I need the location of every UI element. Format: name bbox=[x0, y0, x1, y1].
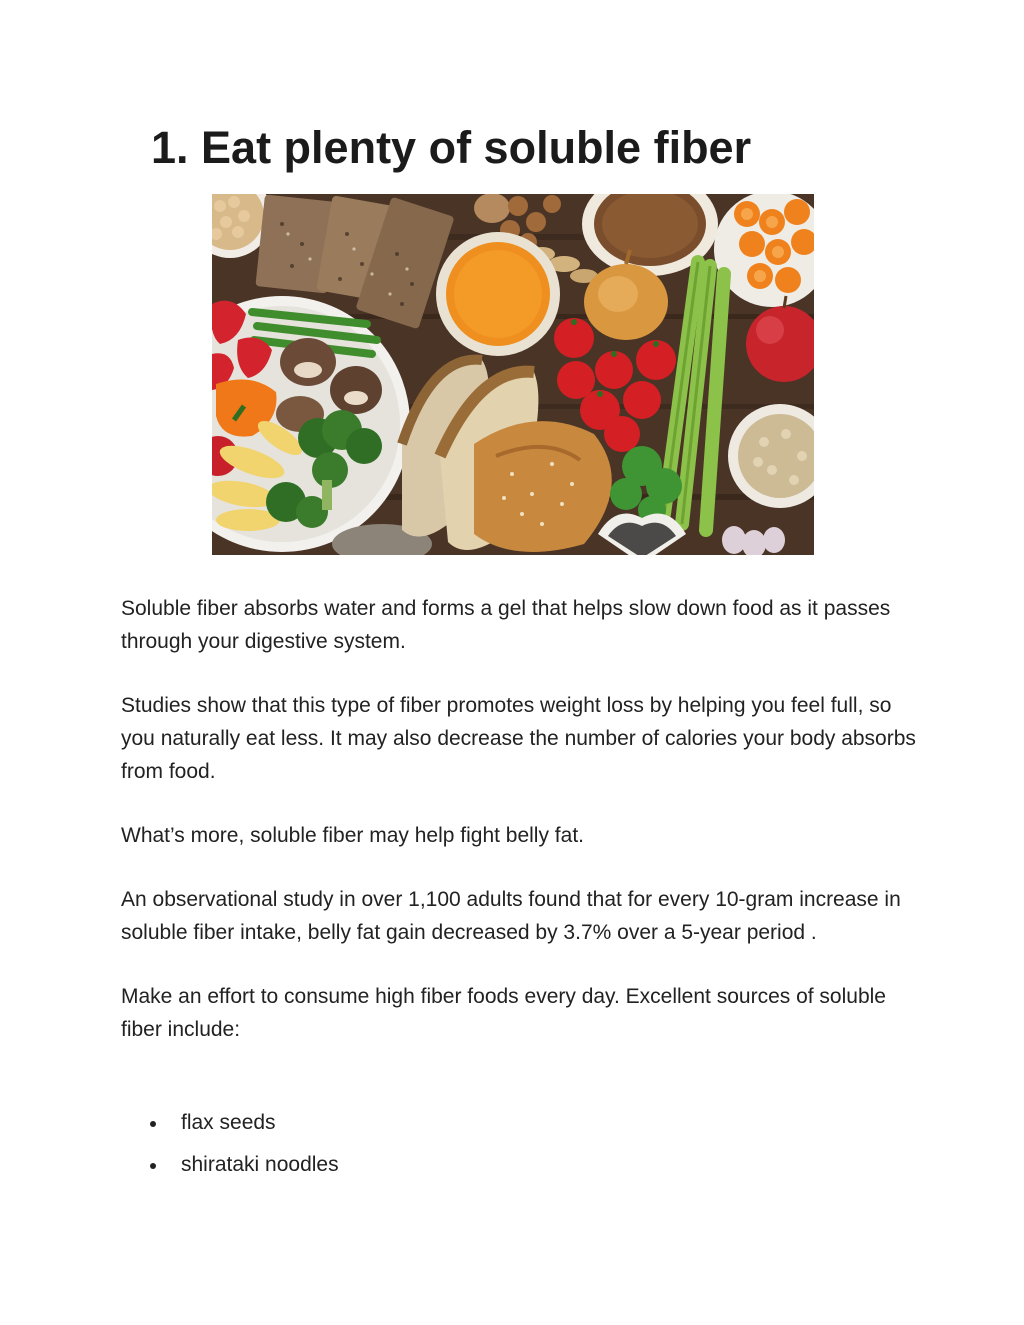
page-title: 1. Eat plenty of soluble fiber bbox=[151, 122, 752, 173]
fiber-foods-image bbox=[212, 194, 814, 555]
bullet-icon bbox=[150, 1121, 156, 1127]
list-item-label: flax seeds bbox=[181, 1111, 276, 1134]
list-item bbox=[121, 1106, 339, 1139]
bullet-icon bbox=[150, 1163, 156, 1169]
list-item-label: shirataki noodles bbox=[181, 1153, 339, 1176]
fiber-sources-list bbox=[121, 1106, 339, 1190]
article-body bbox=[121, 592, 921, 1077]
paragraph: Studies show that this type of fiber promotes weight loss by helping you feel full, so you naturally eat less. It may also decrease the number of calories your body absorbs from food. bbox=[121, 694, 916, 783]
paragraph: Soluble fiber absorbs water and forms a gel that helps slow down food as it passes through your digestive system. bbox=[121, 597, 891, 653]
paragraph: An observational study in over 1,100 adults found that for every 10-gram increase in soluble fiber intake, belly fat gain decreased by 3.7% over a 5-year period . bbox=[121, 888, 901, 944]
paragraph: Make an effort to consume high fiber foods every day. Excellent sources of soluble fiber include: bbox=[121, 985, 886, 1041]
list-item bbox=[121, 1148, 339, 1181]
paragraph: What’s more, soluble fiber may help fight belly fat. bbox=[121, 824, 584, 847]
